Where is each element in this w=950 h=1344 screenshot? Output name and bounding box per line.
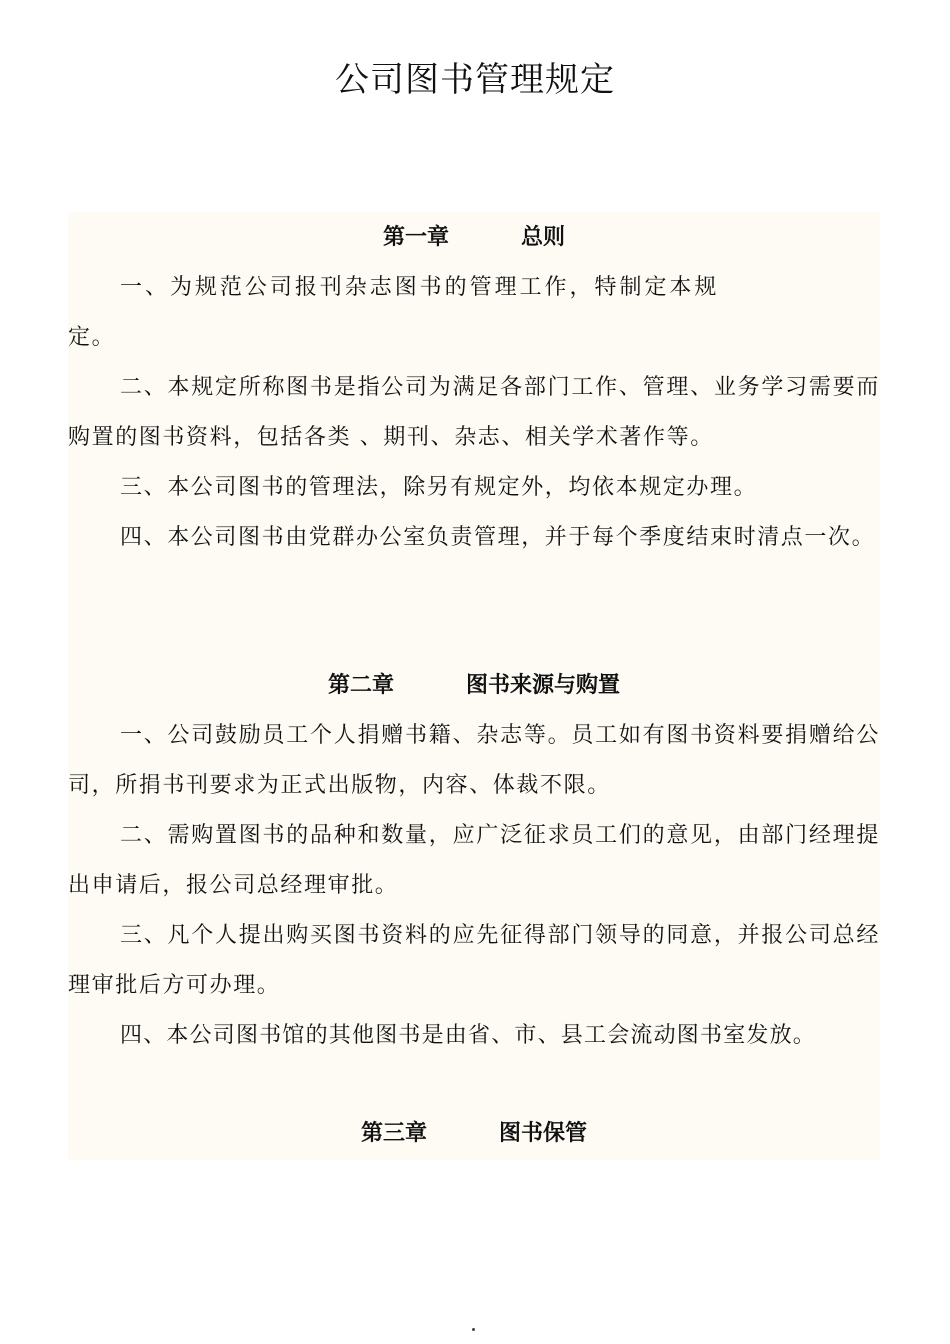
chapter-3-name: 图书保管 xyxy=(499,1121,588,1146)
chapter-2-paragraph-4: 四、本公司图书馆的其他图书是由省、市、县工会流动图书室发放。 xyxy=(120,1023,817,1048)
chapter-2-paragraph-1: 一、公司鼓励员工个人捐赠书籍、杂志等。员工如有图书资料要捐赠给公司，所捐书刊要求为正式出版物，内容、体裁不限。 xyxy=(68,723,880,798)
chapter-2-paragraph-2: 二、需购置图书的品种和数量，应广泛征求员工们的意见，由部门经理提出申请后，报公司总经理审批。 xyxy=(68,823,880,898)
chapter-1-heading xyxy=(68,223,880,253)
chapter-2-paragraph-3: 三、凡个人提出购买图书资料的应先征得部门领导的同意，并报公司总经理审批后方可办理。 xyxy=(68,923,880,998)
chapter-1-paragraph-4: 四、本公司图书由党群办公室负责管理，并于每个季度结束时清点一次。 xyxy=(120,525,876,550)
document-title: 公司图书管理规定 xyxy=(335,60,615,100)
chapter-3-number: 第三章 xyxy=(360,1121,427,1146)
chapter-1-paragraph-2: 二、本规定所称图书是指公司为满足各部门工作、管理、业务学习需要而购置的图书资料，包括各类 、期刊、杂志、相关学术著作等。 xyxy=(68,375,880,450)
chapter-2-number: 第二章 xyxy=(327,673,394,698)
chapter-1-name: 总则 xyxy=(521,225,566,250)
chapter-1-paragraph-3: 三、本公司图书的管理法，除另有规定外，均依本规定办理。 xyxy=(120,475,758,500)
chapter-1-paragraph-1: 一、为规范公司报刊杂志图书的管理工作，特制定本规定。 xyxy=(68,275,718,350)
chapter-3-heading xyxy=(68,1119,880,1149)
chapter-2-heading xyxy=(68,671,880,701)
chapter-2-name: 图书来源与购置 xyxy=(466,673,621,698)
document-body xyxy=(68,212,880,1160)
chapter-1-number: 第一章 xyxy=(382,225,449,250)
page-dot-mark xyxy=(472,1328,475,1331)
